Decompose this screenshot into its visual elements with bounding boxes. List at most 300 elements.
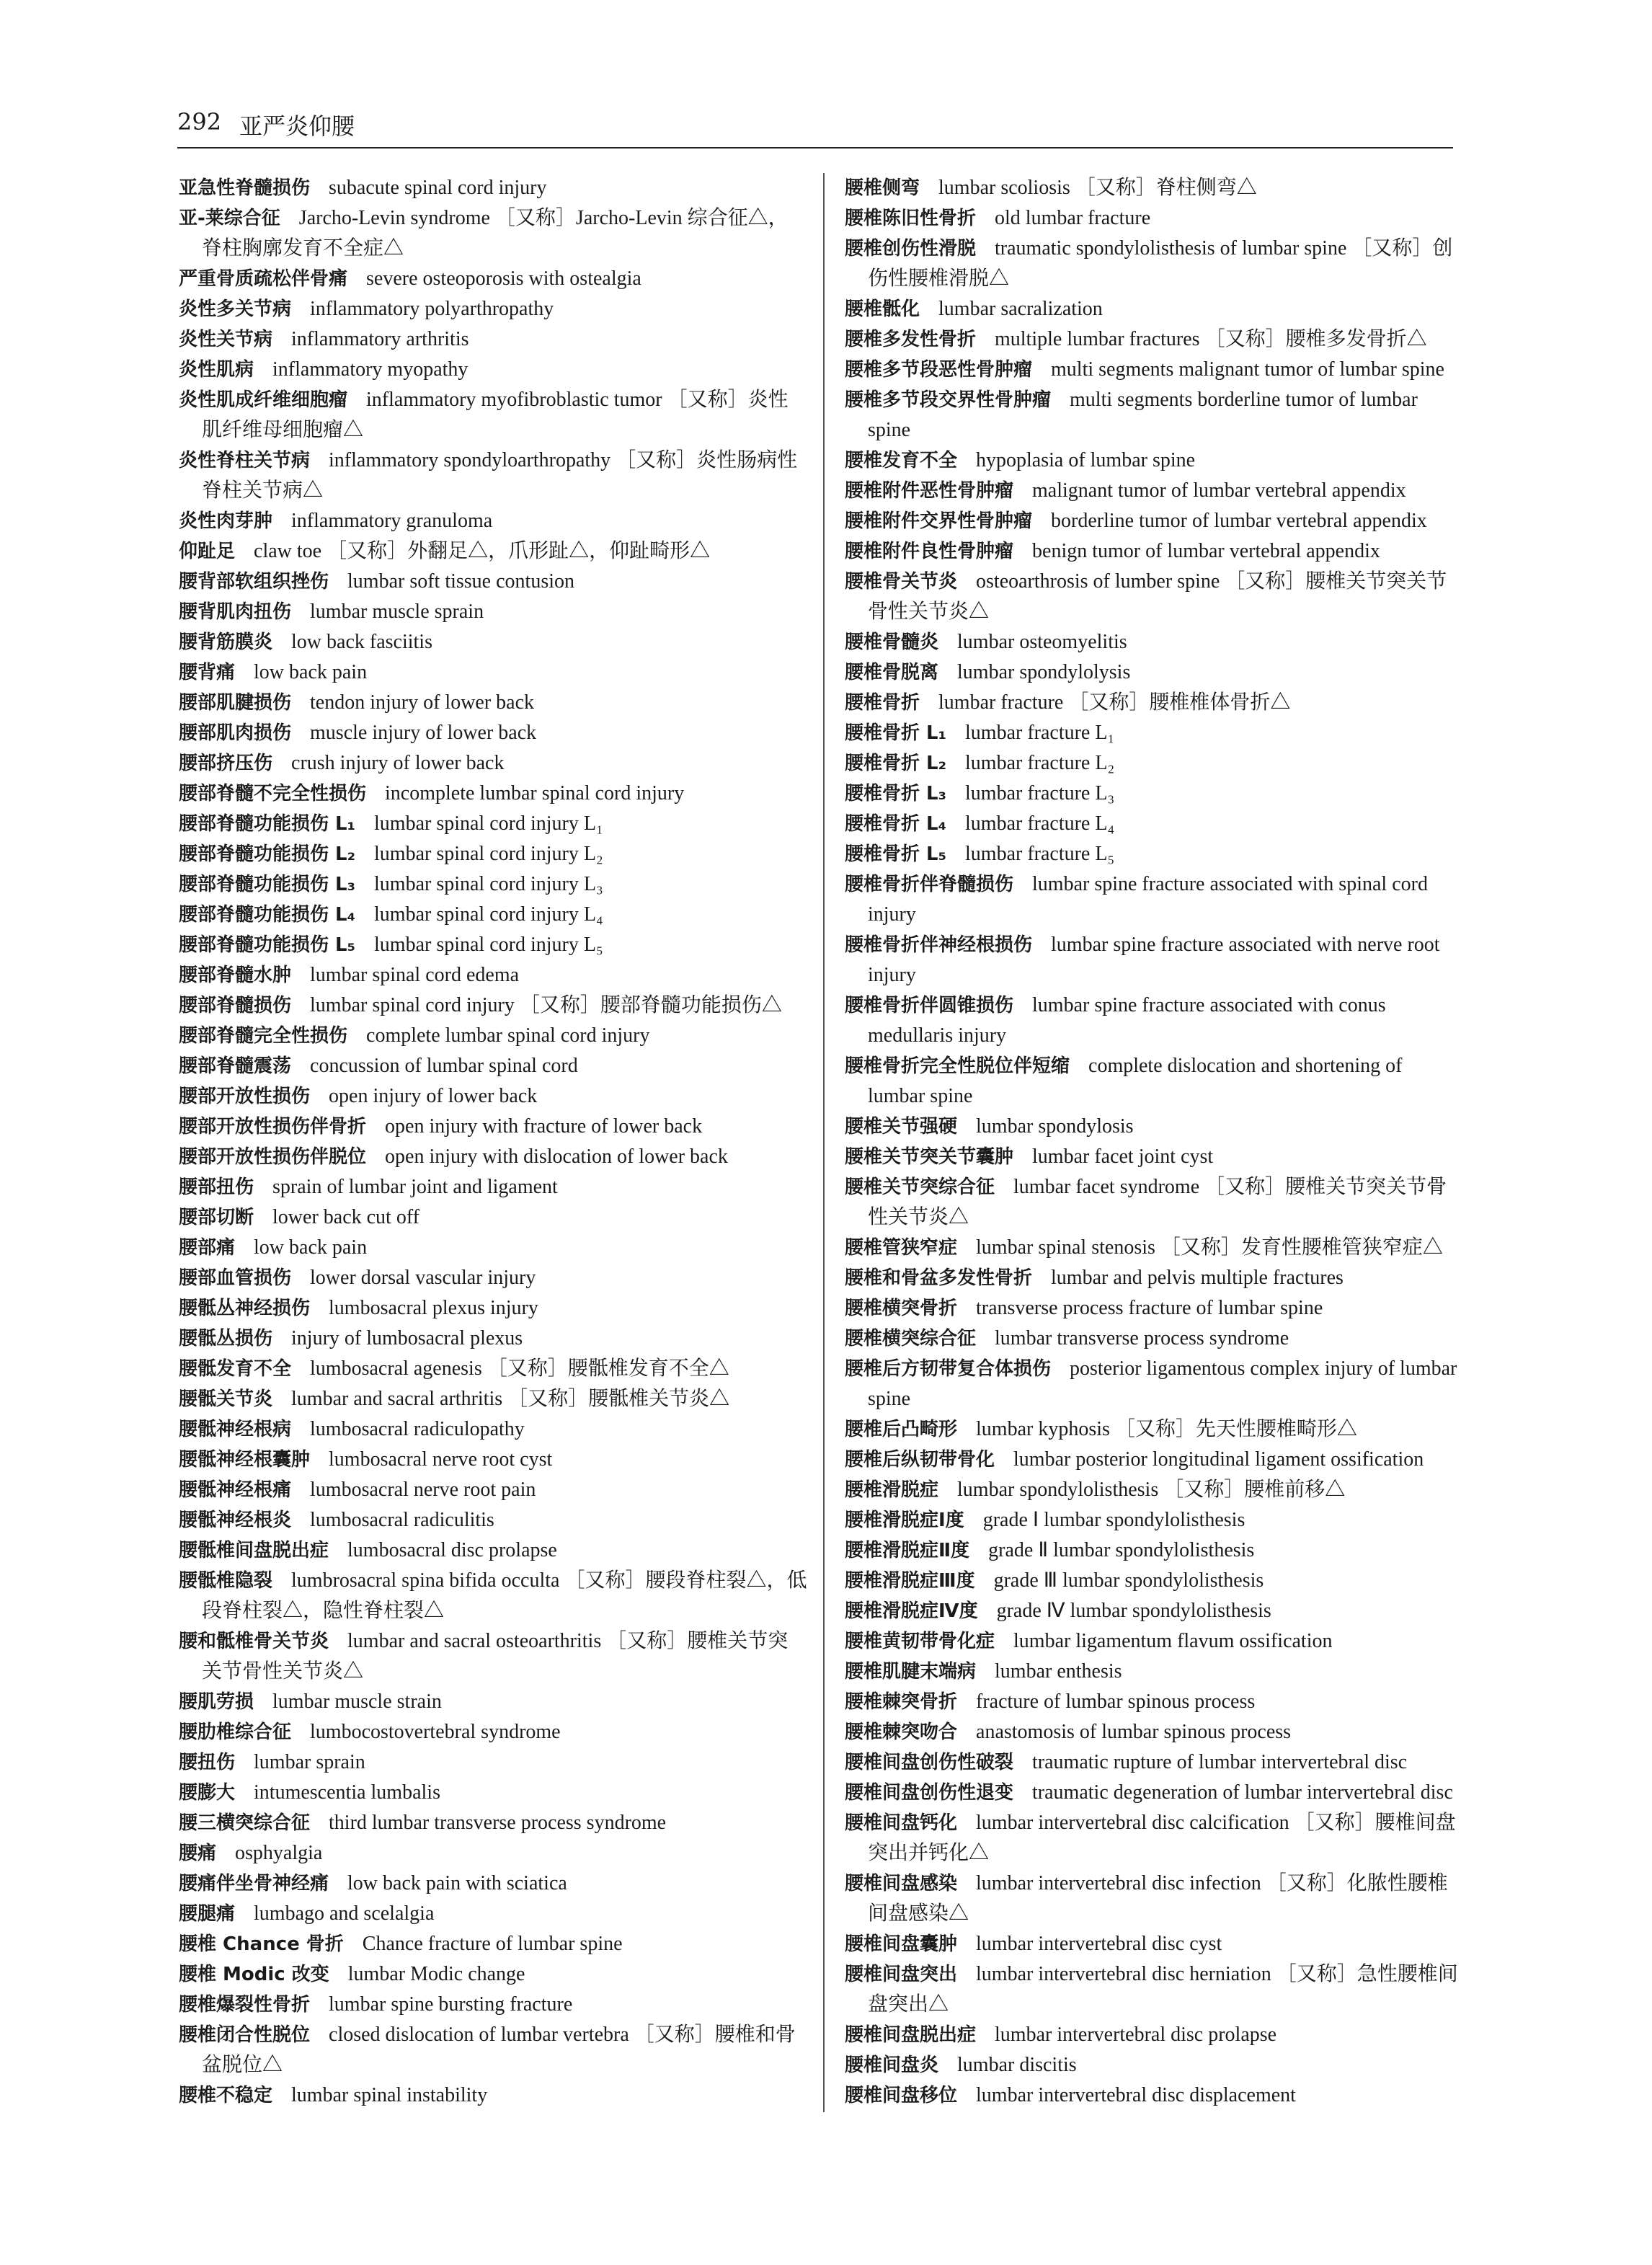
glossary-entry [179,1021,807,1051]
glossary-entry [179,173,807,203]
entry-term-zh: 腰肋椎综合征 [179,1721,292,1743]
entry-term-zh: 腰部肌腱损伤 [179,692,292,714]
entry-term-en: complete lumbar spinal cord injury [366,1024,650,1047]
glossary-entry [845,1414,1462,1445]
glossary-entry [845,1808,1462,1869]
glossary-entry [845,1717,1462,1747]
glossary-entry [845,839,1462,869]
glossary-entry [845,1626,1462,1657]
entry-term-en: lumbar enthesis [995,1660,1122,1683]
entry-term-en: lumbocostovertebral syndrome [310,1721,561,1743]
entry-term-zh: 腰骶关节炎 [179,1388,273,1410]
entry-term-zh: 严重骨质疏松伴骨痛 [179,268,348,290]
entry-term-zh: 腰痛 [179,1843,217,1864]
glossary-entry [179,779,807,809]
entry-term-en: injury of lumbosacral plexus [291,1327,523,1349]
glossary-entry [845,779,1462,809]
glossary-entry [845,809,1462,839]
entry-term-en: grade Ⅳ lumbar spondylolisthesis [996,1600,1271,1622]
entry-term-zh: 腰部脊髓损伤 [179,995,292,1016]
glossary-entry [845,1657,1462,1687]
glossary-entry [179,748,807,779]
entry-term-zh: 腰椎滑脱症Ⅰ度 [845,1510,964,1531]
glossary-entry [845,1354,1462,1414]
glossary-entry [179,1929,807,1959]
entry-term-en: open injury with fracture of lower back [385,1115,703,1138]
entry-term-en: lumbar fracture L₂ [965,752,1115,774]
entry-term-zh: 炎性肉芽肿 [179,510,273,532]
entry-term-zh: 腰背部软组织挫伤 [179,571,329,593]
entry-term-zh: 腰膨大 [179,1782,236,1804]
entry-term-zh: 腰骶丛损伤 [179,1328,273,1349]
glossary-entry [179,597,807,627]
glossary-entry [179,1263,807,1293]
entry-term-zh: 腰椎骨折完全性脱位伴短缩 [845,1055,1070,1077]
left-column [179,173,807,2111]
glossary-entry [179,869,807,900]
glossary-entry [179,1535,807,1566]
entry-term-zh: 腰椎骨关节炎 [845,571,958,593]
entry-term-zh: 腰椎附件良性骨肿瘤 [845,541,1014,562]
entry-term-en: traumatic spondylolisthesis of lumbar spine ［又称］创伤性腰椎滑脱△ [868,237,1453,290]
entry-term-en: lumbar fracture ［又称］腰椎椎体骨折△ [938,691,1291,714]
glossary-entry [845,567,1462,627]
entry-term-en: lumbar spinal cord injury L₄ [374,903,603,926]
entry-term-en: lumbar osteomyelitis [957,631,1127,653]
glossary-entry [179,718,807,748]
entry-term-en: lumbar fracture L₃ [965,782,1115,805]
entry-term-en: incomplete lumbar spinal cord injury [385,782,685,805]
entry-term-en: lumbar spinal instability [291,2084,488,2106]
glossary-entry [845,355,1462,385]
entry-term-en: lumbar scoliosis ［又称］脊柱侧弯△ [938,177,1257,199]
glossary-entry [179,567,807,597]
glossary-entry [845,1687,1462,1717]
entry-term-en: Chance fracture of lumbar spine [362,1933,623,1955]
entry-term-en: malignant tumor of lumbar vertebral appendix [1032,479,1406,502]
glossary-entry [845,990,1462,1051]
entry-term-en: lumbar intervertebral disc infection ［又称］化脓性腰椎间盘感染△ [868,1872,1448,1925]
entry-term-en: transverse process fracture of lumbar spine [976,1297,1323,1319]
entry-term-zh: 腰部肌肉损伤 [179,722,292,744]
glossary-entry [845,1475,1462,1505]
glossary-entry [845,1505,1462,1535]
glossary-entry [179,506,807,536]
entry-term-zh: 腰椎侧弯 [845,177,920,199]
entry-term-zh: 腰骶椎间盘脱出症 [179,1540,329,1561]
entry-term-zh: 腰部开放性损伤伴骨折 [179,1116,367,1138]
entry-term-en: lumbar discitis [957,2054,1077,2076]
entry-term-en: lumbar fracture L₁ [965,722,1115,744]
glossary-entry [179,1414,807,1445]
glossary-entry [845,1566,1462,1596]
glossary-entry [179,1051,807,1081]
entry-term-en: old lumbar fracture [995,207,1151,229]
entry-term-en: third lumbar transverse process syndrome [329,1812,667,1834]
entry-term-zh: 腰部切断 [179,1207,254,1228]
entry-term-en: lumbar spondylosis [976,1115,1134,1138]
glossary-entry [179,324,807,355]
entry-term-zh: 腰椎骶化 [845,298,920,320]
entry-term-zh: 腰椎间盘创伤性破裂 [845,1752,1014,1773]
glossary-entry [845,385,1462,446]
entry-term-en: lumbago and scelalgia [254,1902,435,1925]
entry-term-en: lumbar posterior longitudinal ligament ossification [1013,1448,1424,1471]
entry-term-zh: 腰椎骨折伴神经根损伤 [845,934,1033,956]
glossary-entry [845,869,1462,930]
entry-term-en: lower dorsal vascular injury [310,1267,536,1289]
glossary-entry [179,1626,807,1687]
glossary-entry [179,203,807,264]
entry-term-en: lumbar and sacral osteoarthritis ［又称］腰椎关节突关节骨性关节炎△ [202,1630,789,1683]
glossary-entry [179,1445,807,1475]
entry-term-en: lumbar spine fracture associated with conus medullaris injury [868,994,1386,1047]
entry-term-en: lower back cut off [272,1206,419,1228]
entry-term-en: grade Ⅲ lumbar spondylolisthesis [993,1569,1264,1592]
glossary-entry [179,657,807,688]
entry-term-zh: 腰部脊髓功能损伤 L₁ [179,813,356,835]
entry-term-en: claw toe ［又称］外翻足△，爪形趾△，仰趾畸形△ [254,540,711,562]
entry-term-zh: 腰骶神经根痛 [179,1479,292,1501]
entry-term-zh: 腰背筋膜炎 [179,631,273,653]
glossary-entry [845,1142,1462,1172]
entry-term-zh: 腰部脊髓功能损伤 L₄ [179,904,356,926]
entry-term-en: anastomosis of lumbar spinous process [976,1721,1292,1743]
entry-term-zh: 腰骶神经根囊肿 [179,1449,311,1471]
entry-term-en: lumbar Modic change [347,1963,525,1985]
entry-term-en: traumatic rupture of lumbar intervertebral disc [1032,1751,1408,1773]
entry-term-zh: 腰椎骨折 L₂ [845,753,947,774]
entry-term-zh: 腰部开放性损伤伴脱位 [179,1146,367,1168]
entry-term-zh: 腰部开放性损伤 [179,1086,311,1107]
entry-term-zh: 腰椎发育不全 [845,450,958,471]
glossary-entry [179,1747,807,1778]
entry-term-en: osteoarthrosis of lumber spine ［又称］腰椎关节突关节骨性关节炎△ [868,570,1447,623]
entry-term-en: lumbar and pelvis multiple fractures [1051,1267,1344,1289]
glossary-entry [179,1838,807,1869]
glossary-entry [845,324,1462,355]
glossary-entry [179,1112,807,1142]
glossary-entry [845,1445,1462,1475]
glossary-entry [845,688,1462,718]
entry-term-en: lumbar and sacral arthritis ［又称］腰骶椎关节炎△ [291,1388,730,1410]
entry-term-en: severe osteoporosis with ostealgia [366,267,641,290]
entry-term-en: open injury with dislocation of lower back [385,1145,728,1168]
entry-term-zh: 腰椎棘突骨折 [845,1691,958,1713]
entry-term-zh: 腰部脊髓水肿 [179,965,292,986]
entry-term-en: multi segments malignant tumor of lumbar spine [1051,358,1444,381]
entry-term-zh: 腰部脊髓功能损伤 L₂ [179,843,356,865]
entry-term-en: inflammatory polyarthropathy [310,298,554,320]
entry-term-en: lumbar sacralization [938,298,1103,320]
glossary-entry [179,1081,807,1112]
entry-term-zh: 亚-莱综合征 [179,208,280,229]
entry-term-zh: 腰部挤压伤 [179,753,273,774]
entry-term-en: inflammatory granuloma [291,510,493,532]
glossary-entry [845,1869,1462,1929]
entry-term-en: lumbar spinal stenosis ［又称］发育性腰椎管狭窄症△ [976,1236,1443,1259]
glossary-entry [845,1778,1462,1808]
entry-term-en: multiple lumbar fractures ［又称］腰椎多发骨折△ [995,328,1427,350]
entry-term-zh: 亚急性脊髓损伤 [179,177,311,199]
entry-term-zh: 腰椎多发性骨折 [845,329,977,350]
entry-term-en: lumbar transverse process syndrome [995,1327,1289,1349]
entry-term-zh: 腰三横突综合征 [179,1812,311,1834]
entry-term-en: lumbar muscle strain [272,1690,442,1713]
glossary-entry [179,1172,807,1202]
entry-term-zh: 腰椎关节强硬 [845,1116,958,1138]
entry-term-en: lumbar spinal cord injury ［又称］腰部脊髓功能损伤△ [310,994,782,1016]
entry-term-en: grade Ⅱ lumbar spondylolisthesis [988,1539,1255,1561]
entry-term-en: lumbar fracture L₄ [965,812,1115,835]
entry-term-en: lumbrosacral spina bifida occulta ［又称］腰段脊柱裂△，低段脊柱裂△，隐性脊柱裂△ [202,1569,807,1622]
entry-term-en: lumbosacral radiculitis [310,1509,494,1531]
entry-term-zh: 腰椎骨折 [845,692,920,714]
entry-term-en: lumbosacral agenesis ［又称］腰骶椎发育不全△ [310,1357,729,1380]
entry-term-zh: 腰椎闭合性脱位 [179,2024,311,2046]
entry-term-en: lumbar spinal cord injury L₁ [374,812,603,835]
glossary-entry [845,1959,1462,2020]
glossary-entry [845,1233,1462,1263]
glossary-entry [845,1172,1462,1233]
entry-term-zh: 腰椎间盘炎 [845,2055,939,2076]
entry-term-en: complete dislocation and shortening of lumbar spine [868,1055,1403,1107]
glossary-entry [845,446,1462,476]
entry-term-zh: 腰椎附件恶性骨肿瘤 [845,480,1014,502]
glossary-entry [179,1354,807,1384]
entry-term-en: multi segments borderline tumor of lumbar spine [868,389,1418,441]
entry-term-en: lumbar intervertebral disc calcification ［又称］腰椎间盘突出并钙化△ [868,1812,1456,1864]
entry-term-zh: 腰椎爆裂性骨折 [179,1994,311,2016]
entry-term-en: lumbosacral nerve root cyst [329,1448,553,1471]
entry-term-zh: 腰扭伤 [179,1752,236,1773]
running-title: 亚严炎仰腰 [239,112,355,140]
entry-term-zh: 腰部脊髓震荡 [179,1055,292,1077]
entry-term-en: Jarcho-Levin syndrome ［又称］Jarcho-Levin 综合征△，脊柱胸廓发育不全症△ [202,207,789,260]
entry-term-zh: 腰椎陈旧性骨折 [845,208,977,229]
entry-term-zh: 腰椎多节段恶性骨肿瘤 [845,359,1033,381]
entry-term-zh: 腰椎滑脱症Ⅲ度 [845,1570,975,1592]
glossary-entry [845,2020,1462,2050]
glossary-entry [845,1293,1462,1324]
entry-term-zh: 腰部脊髓功能损伤 L₃ [179,874,356,895]
glossary-entry [179,900,807,930]
glossary-entry [845,173,1462,203]
entry-term-zh: 腰部脊髓不完全性损伤 [179,783,367,805]
glossary-entry [179,930,807,960]
glossary-entry [179,1869,807,1899]
entry-term-en: inflammatory arthritis [291,328,469,350]
entry-term-zh: 腰部脊髓功能损伤 L₅ [179,934,356,956]
glossary-entry [179,264,807,294]
entry-term-en: lumbosacral plexus injury [329,1297,538,1319]
entry-term-zh: 腰椎骨折 L₃ [845,783,947,805]
glossary-entry [845,748,1462,779]
entry-term-zh: 腰椎骨折 L₄ [845,813,947,835]
glossary-entry [179,1142,807,1172]
entry-term-en: borderline tumor of lumbar vertebral appendix [1051,510,1427,532]
glossary-entry [845,1324,1462,1354]
entry-term-zh: 腰椎不稳定 [179,2085,273,2106]
glossary-entry [179,536,807,567]
glossary-entry [179,688,807,718]
glossary-entry [179,1959,807,1990]
entry-term-en: concussion of lumbar spinal cord [310,1055,578,1077]
glossary-entry [845,1596,1462,1626]
entry-term-en: osphyalgia [235,1842,323,1864]
glossary-entry [179,1293,807,1324]
glossary-entry [845,1112,1462,1142]
glossary-entry [845,1747,1462,1778]
entry-term-en: lumbar spinal cord injury L₃ [374,873,603,895]
glossary-entry [845,476,1462,506]
entry-term-en: intumescentia lumbalis [254,1781,440,1804]
entry-term-zh: 腰椎间盘脱出症 [845,2024,977,2046]
entry-term-en: fracture of lumbar spinous process [976,1690,1256,1713]
entry-term-en: crush injury of lower back [291,752,505,774]
glossary-entry [845,203,1462,234]
right-column [845,173,1462,2111]
entry-term-zh: 腰椎 Modic 改变 [179,1964,329,1985]
entry-term-zh: 腰部扭伤 [179,1176,254,1198]
glossary-entry [845,1051,1462,1112]
entry-term-zh: 腰椎骨折 L₁ [845,722,947,744]
entry-term-en: lumbar intervertebral disc herniation ［又称］急性腰椎间盘突出△ [868,1963,1458,2016]
entry-term-zh: 腰骶神经根病 [179,1419,292,1440]
entry-term-zh: 炎性多关节病 [179,298,292,320]
entry-term-zh: 仰趾足 [179,541,236,562]
glossary-entry [179,1808,807,1838]
glossary-entry [845,930,1462,990]
entry-term-en: lumbar facet syndrome ［又称］腰椎关节突关节骨性关节炎△ [868,1176,1447,1228]
glossary-entry [845,1535,1462,1566]
entry-term-zh: 腰椎后方韧带复合体损伤 [845,1358,1052,1380]
glossary-entry [845,536,1462,567]
glossary-entry [845,627,1462,657]
entry-term-zh: 腰椎骨折伴脊髓损伤 [845,874,1014,895]
glossary-entry [179,1899,807,1929]
entry-term-zh: 腰骶椎隐裂 [179,1570,273,1592]
entry-term-zh: 腰背肌肉扭伤 [179,601,292,623]
glossary-entry [179,1475,807,1505]
entry-term-en: hypoplasia of lumbar spine [976,449,1196,471]
entry-term-zh: 腰椎滑脱症 [845,1479,939,1501]
entry-term-en: tendon injury of lower back [310,691,535,714]
entry-term-zh: 腰椎滑脱症Ⅳ度 [845,1600,978,1622]
entry-term-en: lumbar intervertebral disc cyst [976,1933,1222,1955]
entry-term-en: sprain of lumbar joint and ligament [272,1176,558,1198]
glossary-entry [179,1990,807,2020]
entry-term-zh: 腰椎创伤性滑脱 [845,238,977,260]
entry-term-en: low back fasciitis [291,631,432,653]
entry-term-en: low back pain [254,1236,368,1259]
entry-term-en: grade Ⅰ lumbar spondylolisthesis [982,1509,1245,1531]
entry-term-en: lumbar intervertebral disc prolapse [995,2024,1277,2046]
glossary-entry [845,506,1462,536]
entry-term-zh: 腰部血管损伤 [179,1267,292,1289]
entry-term-en: lumbar spine fracture associated with spinal cord injury [868,873,1428,926]
entry-term-zh: 腰椎间盘感染 [845,1873,958,1894]
glossary-entry [845,657,1462,688]
glossary-entry [179,960,807,990]
entry-term-en: lumbar spinal cord injury L₅ [374,934,603,956]
entry-term-zh: 腰骶神经根炎 [179,1510,292,1531]
entry-term-en: lumbar fracture L₅ [965,843,1115,865]
entry-term-en: lumbosacral nerve root pain [310,1479,536,1501]
glossary-entry [179,2080,807,2111]
entry-term-en: lumbar intervertebral disc displacement [976,2084,1296,2106]
entry-term-zh: 腰椎黄韧带骨化症 [845,1631,995,1652]
entry-term-zh: 炎性肌成纤维细胞瘤 [179,389,348,411]
entry-term-en: lumbar kyphosis ［又称］先天性腰椎畸形△ [976,1418,1357,1440]
glossary-entry [179,839,807,869]
entry-term-zh: 腰椎骨髓炎 [845,631,939,653]
entry-term-en: posterior ligamentous complex injury of lumbar spine [868,1357,1457,1410]
entry-term-en: lumbar spondylolysis [957,661,1131,683]
entry-term-en: lumbar sprain [254,1751,365,1773]
entry-term-zh: 腰椎后纵韧带骨化 [845,1449,995,1471]
glossary-entry [845,718,1462,748]
entry-term-en: inflammatory spondyloarthropathy ［又称］炎性肠病性脊柱关节病△ [202,449,798,502]
glossary-entry [179,990,807,1021]
glossary-entry [179,1566,807,1626]
entry-term-en: lumbosacral radiculopathy [310,1418,525,1440]
entry-term-zh: 炎性关节病 [179,329,273,350]
entry-term-en: lumbar spine fracture associated with nerve root injury [868,934,1440,986]
entry-term-zh: 腰腿痛 [179,1903,236,1925]
glossary-entry [179,1233,807,1263]
entry-term-zh: 腰椎关节突关节囊肿 [845,1146,1014,1168]
entry-term-en: muscle injury of lower back [310,722,537,744]
entry-term-zh: 腰椎横突骨折 [845,1298,958,1319]
entry-term-en: lumbar spinal cord injury L₂ [374,843,603,865]
glossary-entry [179,446,807,506]
entry-term-zh: 腰骶丛神经损伤 [179,1298,311,1319]
glossary-entry [179,294,807,324]
entry-term-zh: 炎性脊柱关节病 [179,450,311,471]
glossary-entry [845,234,1462,294]
entry-term-zh: 腰椎关节突综合征 [845,1176,995,1198]
entry-term-zh: 腰椎间盘钙化 [845,1812,958,1834]
glossary-entry [179,385,807,446]
glossary-entry [179,1324,807,1354]
entry-term-en: lumbar spine bursting fracture [329,1993,573,2016]
entry-term-zh: 腰椎横突综合征 [845,1328,977,1349]
glossary-entry [845,2050,1462,2080]
entry-term-zh: 腰椎和骨盆多发性骨折 [845,1267,1033,1289]
glossary-entry [179,1717,807,1747]
entry-term-en: lumbar muscle sprain [310,600,484,623]
glossary-entry [179,355,807,385]
entry-term-zh: 腰椎棘突吻合 [845,1721,958,1743]
entry-term-zh: 腰椎肌腱末端病 [845,1661,977,1683]
glossary-entry [845,1929,1462,1959]
entry-term-en: closed dislocation of lumbar vertebra ［又称］腰椎和骨盆脱位△ [202,2024,796,2076]
page-number: 292 [177,108,222,136]
entry-term-zh: 腰骶发育不全 [179,1358,292,1380]
glossary-entry [179,1202,807,1233]
entry-term-zh: 腰椎管狭窄症 [845,1237,958,1259]
entry-term-en: open injury of lower back [329,1085,538,1107]
glossary-entry [179,627,807,657]
entry-term-zh: 腰和骶椎骨关节炎 [179,1631,329,1652]
entry-term-zh: 腰部痛 [179,1237,236,1259]
entry-term-en: traumatic degeneration of lumbar intervertebral disc [1032,1781,1453,1804]
glossary-entry [179,1505,807,1535]
entry-term-zh: 腰椎间盘囊肿 [845,1933,958,1955]
entry-term-en: lumbar facet joint cyst [1032,1145,1214,1168]
entry-term-zh: 腰椎间盘突出 [845,1964,958,1985]
